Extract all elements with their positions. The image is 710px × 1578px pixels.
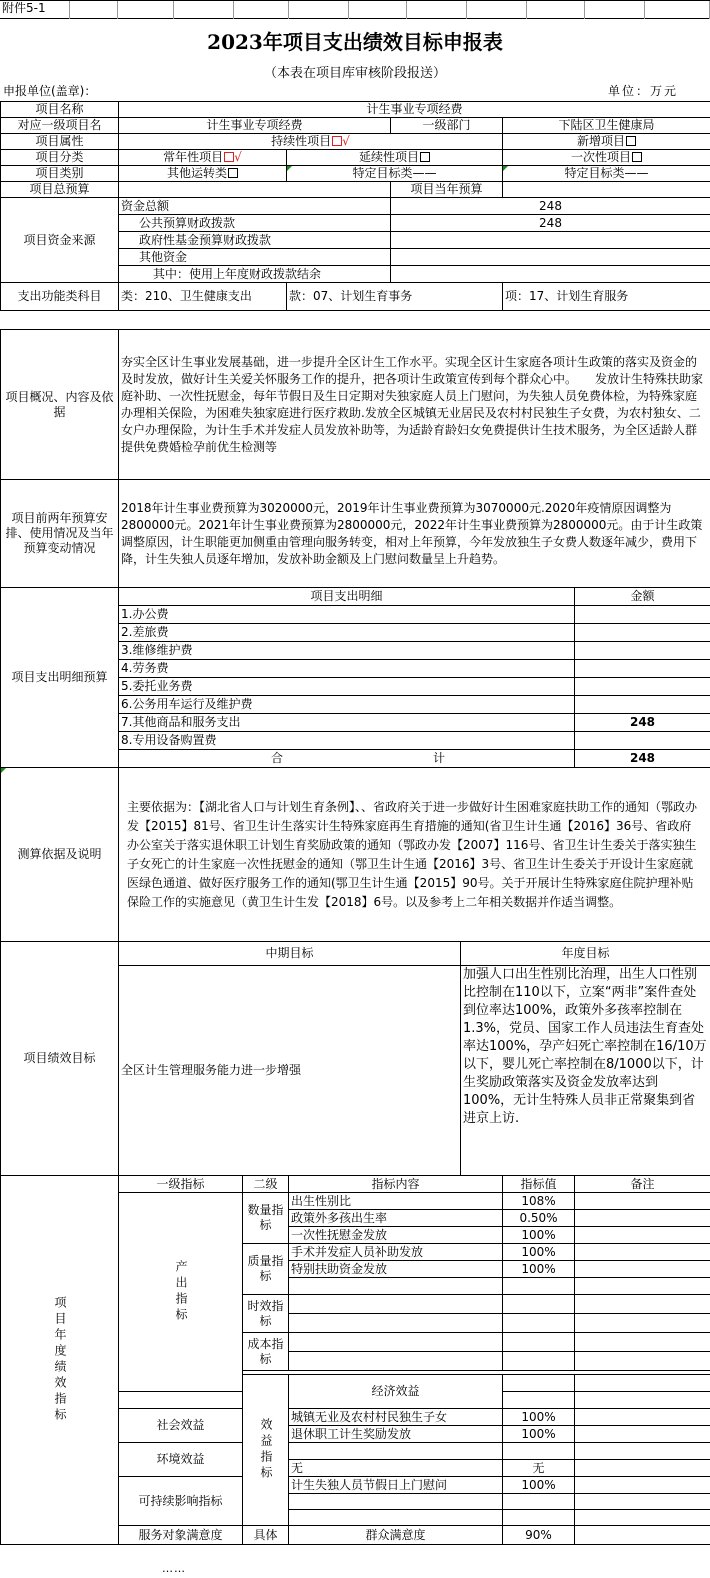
top-cell xyxy=(289,1,349,19)
indicator-content xyxy=(289,1494,503,1510)
output-label xyxy=(119,1193,243,1392)
indicator-content: 特别扶助资金发放 xyxy=(289,1261,503,1278)
indicator-content xyxy=(289,1352,503,1371)
satisfaction-content: 群众满意度 xyxy=(289,1526,503,1545)
quantity-label: 数量指标 xyxy=(243,1193,289,1244)
indicator-note xyxy=(575,1392,710,1409)
indicator-note xyxy=(575,1443,710,1460)
checkbox-icon xyxy=(632,152,642,162)
indicator-content xyxy=(289,1278,503,1295)
indicator-content: 政策外多孩出生率 xyxy=(289,1210,503,1227)
cat-once-text: 一次性项目 xyxy=(571,150,632,164)
funds-row-value: 248 xyxy=(391,198,710,215)
indicator-content xyxy=(289,1510,503,1526)
indicator-note xyxy=(575,1426,710,1443)
detail-row-value xyxy=(575,660,710,678)
checkbox-icon xyxy=(420,152,430,162)
top-cell xyxy=(467,1,527,19)
footer-dots: …… xyxy=(162,1562,186,1575)
funds-row-value xyxy=(391,232,710,249)
cat-label: 项目分类 xyxy=(1,150,119,166)
cat-once xyxy=(503,150,710,166)
top-cell xyxy=(527,1,585,19)
satisfaction-sub: 具体 xyxy=(243,1526,289,1545)
cat-regular xyxy=(119,150,287,166)
h-level1: 一级指标 xyxy=(119,1176,243,1193)
indicator-value xyxy=(503,1295,575,1314)
goals-label: 项目绩效目标 xyxy=(1,942,119,1176)
function-item: 款：07、计划生育事务 xyxy=(287,283,503,311)
overview-table xyxy=(0,329,710,588)
indicator-value: 100% xyxy=(503,1227,575,1244)
detail-total-value: 248 xyxy=(575,750,710,768)
first-level-label: 对应一级项目名 xyxy=(1,118,119,134)
top-cell xyxy=(234,1,289,19)
funds-label: 项目资金来源 xyxy=(1,198,119,283)
checkbox-icon xyxy=(332,136,342,146)
indicator-content xyxy=(289,1443,503,1460)
indicator-content: 城镇无业及农村村民独生子女 xyxy=(289,1409,503,1426)
indicator-note xyxy=(575,1278,710,1295)
indicator-value: 100% xyxy=(503,1426,575,1443)
funds-row-value xyxy=(391,249,710,266)
indicator-note xyxy=(575,1244,710,1261)
detail-row-name: 4.劳务费 xyxy=(119,660,575,678)
indicator-value: 108% xyxy=(503,1193,575,1210)
overview-label: 项目概况、内容及依据 xyxy=(1,330,119,480)
indicator-value xyxy=(503,1510,575,1526)
goals-year-text: 加强人口出生性别比治理，出生人口性别比控制在110以下，立案“两非”案件查处到位率达100%，政策外多孩率控制在1.3%，党员、国家工作人员违法生育查处率达100%，孕产妇死亡率控制在16/10万以下，婴儿死亡率控制在8/1000以下，计生奖励政策落实及资金发放率达到100%，无计生特殊人员非正常聚集到省进京上访. xyxy=(461,966,710,1176)
indicator-note xyxy=(575,1494,710,1510)
indicator-content: 无 xyxy=(289,1460,503,1477)
top-cell xyxy=(118,1,174,19)
type-special-2: 特定目标类—— xyxy=(503,166,710,182)
top-cell xyxy=(349,1,407,19)
type-special-1: 特定目标类—— xyxy=(287,166,503,182)
env-label: 环境效益 xyxy=(119,1443,243,1477)
first-level-value: 计生事业专项经费 xyxy=(119,118,391,134)
detail-row-name: 2.差旅费 xyxy=(119,624,575,642)
econ-label: 经济效益 xyxy=(289,1375,503,1409)
funds-row-name: 其中：使用上年度财政拨款结余 xyxy=(119,266,391,283)
detail-row-name: 8.专用设备购置费 xyxy=(119,732,575,750)
indicator-content: 出生性别比 xyxy=(289,1193,503,1210)
indicator-note xyxy=(575,1352,710,1371)
h-level2: 二级 xyxy=(243,1176,289,1193)
total-char-b: 计 xyxy=(433,751,446,765)
detail-row-name: 5.委托业务费 xyxy=(119,678,575,696)
detail-col-item: 项目支出明细 xyxy=(119,588,575,606)
h-value: 指标值 xyxy=(503,1176,575,1193)
indicator-note xyxy=(575,1261,710,1278)
applicant-label: 申报单位(盖章)： xyxy=(3,84,97,98)
funds-row-value xyxy=(391,266,710,283)
indicators-label xyxy=(1,1176,119,1545)
indicator-note xyxy=(575,1210,710,1227)
attr-label: 项目属性 xyxy=(1,134,119,150)
year-budget-label: 项目当年预算 xyxy=(391,182,503,198)
checkbox-icon xyxy=(228,168,238,178)
benefit-label xyxy=(243,1375,289,1526)
indicator-content: 一次性抚慰金发放 xyxy=(289,1227,503,1244)
detail-row-value xyxy=(575,678,710,696)
indicator-value: 100% xyxy=(503,1477,575,1494)
indicator-note xyxy=(575,1477,710,1494)
cat-extend-text: 延续性项目 xyxy=(358,150,419,164)
funds-row-value: 248 xyxy=(391,215,710,232)
check-mark-icon: √ xyxy=(234,150,242,164)
output-label-text: 产出指标 xyxy=(174,1260,188,1324)
detail-row-value xyxy=(575,624,710,642)
dept-label: 一级部门 xyxy=(391,118,503,134)
indicator-note xyxy=(575,1510,710,1526)
top-cell xyxy=(70,1,118,19)
project-name-label: 项目名称 xyxy=(1,102,119,118)
social-label: 社会效益 xyxy=(119,1409,243,1443)
project-name-value: 计生事业专项经费 xyxy=(119,102,710,118)
indicator-content: 手术并发症人员补助发放 xyxy=(289,1244,503,1261)
h-note: 备注 xyxy=(575,1176,710,1193)
indicator-content xyxy=(119,1392,243,1409)
attr-continuing xyxy=(119,134,503,150)
function-sub: 项：17、计划生育服务 xyxy=(503,283,710,311)
basis-text: 主要依据为：【湖北省人口与计划生育条例】、、省政府关于进一步做好计生困难家庭扶助工作的通知（鄂政办发【2015】81号、省卫生计生落实计生特殊家庭再生育措施的通知(省卫生计生通【2016】36号、省政府办公室关于落实退休职工计划生育奖励政策的通知（鄂政办发【2007】116号、省卫生计生委关于落实独生子女死亡的计生家庭一次性抚慰金的通知（鄂卫生计生通【2016】3号、省卫生计生委关于开设计生家庭就医绿色通道、做好医疗服务工作的通知(鄂卫生计生通【2015】90号。关于开展计生特殊家庭住院护理补贴保险工作的实施意见（黄卫生计生发【2018】6号。以及参考上二年相关数据并作适当调整。 xyxy=(119,768,710,942)
h-content: 指标内容 xyxy=(289,1176,503,1193)
basis-table xyxy=(0,767,710,942)
indicator-value xyxy=(503,1333,575,1352)
indicator-note xyxy=(575,1526,710,1545)
checkbox-icon xyxy=(224,152,234,162)
timely-label: 时效指标 xyxy=(243,1295,289,1333)
indicator-note xyxy=(575,1460,710,1477)
function-class: 类：210、卫生健康支出 xyxy=(119,283,287,311)
type-other-text: 其他运转类 xyxy=(166,166,227,180)
page-subtitle: （本表在项目库审核阶段报送） xyxy=(263,66,446,81)
function-label: 支出功能类科目 xyxy=(1,283,119,311)
detail-total-label xyxy=(119,750,575,768)
page-title: 2023年项目支出绩效目标申报表 xyxy=(207,30,503,54)
type-other xyxy=(119,166,287,182)
top-cell xyxy=(407,1,467,19)
indicator-content: 退休职工计生奖励发放 xyxy=(289,1426,503,1443)
goals-year-header: 年度目标 xyxy=(461,942,710,966)
history-text: 2018年计生事业费预算为3020000元，2019年计生事业费预算为3070000元.2020年疫情原因调整为2800000元。2021年计生事业费预算为2800000元，2022年计生事业费预算为2800000元。由于计生政策调整原因，计生职能更加侧重由管理向服务转变，相对上年预算，今年发放独生子女费人数逐年减少，费用下降，计生失独人员逐年增加，发放补助金额及上门慰问数量呈上升趋势。 xyxy=(119,480,710,588)
indicator-note xyxy=(575,1295,710,1314)
funds-row-name: 其他资金 xyxy=(119,249,391,266)
indicator-content: 计生失独人员节假日上门慰问 xyxy=(289,1477,503,1494)
indicator-value: 100% xyxy=(503,1244,575,1261)
cat-regular-text: 常年性项目 xyxy=(163,150,224,164)
attr-new-text: 新增项目 xyxy=(577,134,626,148)
indicator-note xyxy=(575,1409,710,1426)
indicator-value xyxy=(503,1352,575,1371)
basic-info-table xyxy=(0,101,710,311)
attr-continuing-text: 持续性项目 xyxy=(271,134,332,148)
detail-row-value xyxy=(575,642,710,660)
overview-text: 夯实全区计生事业发展基础，进一步提升全区计生工作水平。实现全区计生家庭各项计生政策的落实及资金的及时发放，做好计生关爱关怀服务工作的提升，把各项计生政策宣传到每个群众心中。 发放计生特殊扶助家庭补助、一次性抚慰金，每年节假日及生日定期对失独家庭人员上门慰问，为失独人员免费体检，为特殊家庭办理相关保险，为困难失独家庭进行医疗救助.发放全区城镇无业居民及农村村民独生子女费，为农村独女、二女户办理保险，为计生手术并发症人员发放补助等，为适龄育龄妇女免费提供计生技术服务，为全区适龄人群提供免费婚检孕前优生检测等 xyxy=(119,330,710,480)
dept-value: 下陆区卫生健康局 xyxy=(503,118,710,134)
funds-row-name: 公共预算财政拨款 xyxy=(119,215,391,232)
detail-table xyxy=(0,587,710,768)
indicators-label-text: 项目年度绩效指标 xyxy=(53,1296,67,1424)
funds-row-name: 资金总额 xyxy=(119,198,391,215)
detail-row-value xyxy=(575,732,710,750)
indicator-content xyxy=(289,1295,503,1314)
indicator-value: 100% xyxy=(503,1409,575,1426)
indicators-table xyxy=(0,1175,710,1545)
indicator-content xyxy=(503,1375,575,1392)
type-label: 项目类别 xyxy=(1,166,119,182)
indicator-content xyxy=(289,1333,503,1352)
indicator-value xyxy=(503,1443,575,1460)
indicator-value: 0.50% xyxy=(503,1210,575,1227)
benefit-label-text: 效益指标 xyxy=(259,1418,273,1482)
indicator-value: 无 xyxy=(503,1460,575,1477)
indicator-content xyxy=(289,1314,503,1333)
total-budget-value xyxy=(119,182,391,198)
history-label: 项目前两年预算安排、使用情况及当年预算变动情况 xyxy=(1,480,119,588)
goals-table xyxy=(0,941,710,1176)
detail-row-name: 1.办公费 xyxy=(119,606,575,624)
checkbox-icon xyxy=(626,136,636,146)
cat-extend xyxy=(287,150,503,166)
satisfaction-value: 90% xyxy=(503,1526,575,1545)
indicator-note xyxy=(575,1333,710,1352)
detail-row-value xyxy=(575,696,710,714)
total-budget-label: 项目总预算 xyxy=(1,182,119,198)
indicator-value xyxy=(503,1314,575,1333)
detail-col-amount: 金额 xyxy=(575,588,710,606)
unit-label: 单位：万元 xyxy=(607,84,678,98)
sust-label: 可持续影响指标 xyxy=(119,1477,243,1526)
goals-mid-header: 中期目标 xyxy=(119,942,461,966)
basis-label: 测算依据及说明 xyxy=(1,768,119,942)
year-budget-value xyxy=(503,182,710,198)
indicator-note xyxy=(575,1314,710,1333)
attachment-label: 附件5-1 xyxy=(0,1,70,19)
indicator-value xyxy=(575,1375,710,1392)
funds-row-name: 政府性基金预算财政拨款 xyxy=(119,232,391,249)
detail-row-value xyxy=(575,606,710,624)
satisfaction-label: 服务对象满意度 xyxy=(119,1526,243,1545)
attr-new xyxy=(503,134,710,150)
indicator-value: 100% xyxy=(503,1261,575,1278)
top-cell xyxy=(174,1,234,19)
indicator-note xyxy=(575,1227,710,1244)
detail-row-name: 6.公务用车运行及维护费 xyxy=(119,696,575,714)
indicator-value xyxy=(503,1392,575,1409)
check-mark-icon: √ xyxy=(342,134,350,148)
total-char-a: 合 xyxy=(271,751,284,765)
top-cell xyxy=(585,1,645,19)
quality-label: 质量指标 xyxy=(243,1244,289,1295)
goals-mid-text: 全区计生管理服务能力进一步增强 xyxy=(119,966,461,1176)
top-cell xyxy=(645,1,710,19)
detail-row-name: 3.维修维护费 xyxy=(119,642,575,660)
indicator-value xyxy=(503,1278,575,1295)
detail-label: 项目支出明细预算 xyxy=(1,588,119,768)
detail-row-name: 7.其他商品和服务支出 xyxy=(119,714,575,732)
cost-label: 成本指标 xyxy=(243,1333,289,1371)
top-strip xyxy=(0,0,710,19)
detail-row-value: 248 xyxy=(575,714,710,732)
indicator-note xyxy=(575,1193,710,1210)
indicator-value xyxy=(503,1494,575,1510)
